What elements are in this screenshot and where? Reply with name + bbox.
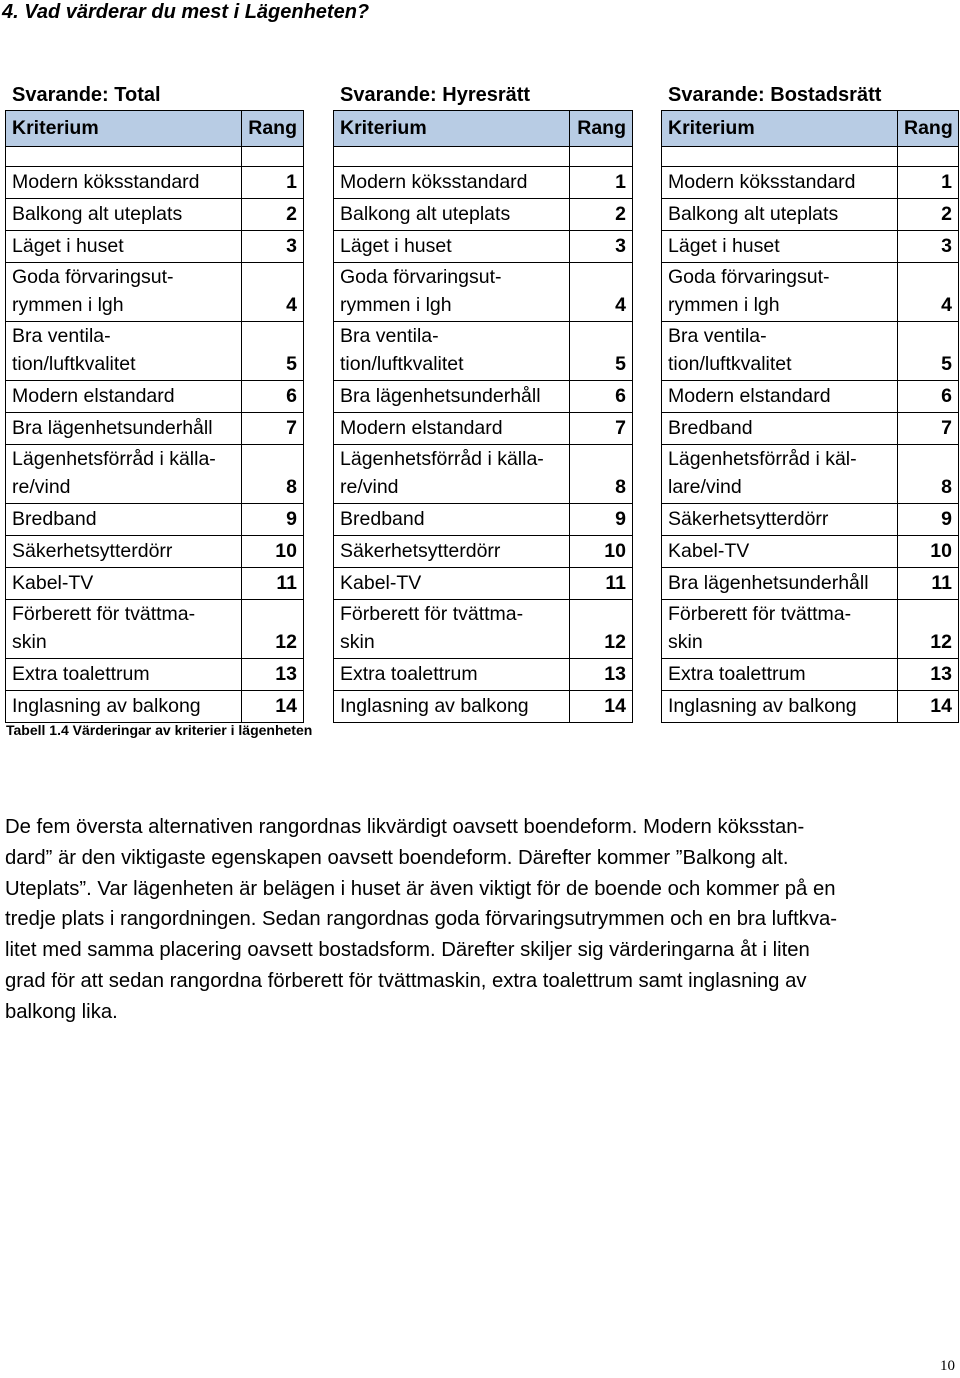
table-row bbox=[334, 445, 633, 504]
rang-cell: 4 bbox=[570, 263, 633, 322]
kriterium-cell: Bra lägenhetsunderhåll bbox=[662, 568, 898, 600]
kriterium-cell: Bra lägenhetsunderhåll bbox=[334, 381, 570, 413]
table-row bbox=[6, 322, 304, 381]
column-header-kriterium: Kriterium bbox=[662, 111, 898, 147]
rang-cell: 4 bbox=[898, 263, 959, 322]
rang-cell: 10 bbox=[570, 536, 633, 568]
rang-cell: 6 bbox=[898, 381, 959, 413]
rang-cell: 12 bbox=[898, 600, 959, 659]
rang-cell: 5 bbox=[898, 322, 959, 381]
table-row bbox=[6, 536, 304, 568]
table-row bbox=[6, 381, 304, 413]
kriterium-cell: Förberett för tvättma- skin bbox=[6, 600, 242, 659]
table-row bbox=[334, 231, 633, 263]
kriterium-cell: Extra toalettrum bbox=[334, 659, 570, 691]
paragraph-line: De fem översta alternativen rangordnas likvärdigt oavsett boendeform. Modern köksstan- bbox=[5, 816, 805, 838]
kriterium-cell: Bredband bbox=[334, 504, 570, 536]
page-number: 10 bbox=[940, 1358, 955, 1374]
column-header-rang: Rang bbox=[242, 111, 304, 147]
column-header-rang: Rang bbox=[898, 111, 959, 147]
kriterium-cell: Balkong alt uteplats bbox=[334, 199, 570, 231]
table-row bbox=[6, 445, 304, 504]
rang-cell: 8 bbox=[242, 445, 304, 504]
kriterium-cell: Modern köksstandard bbox=[662, 167, 898, 199]
ranking-table-total bbox=[5, 110, 304, 723]
rang-cell: 13 bbox=[570, 659, 633, 691]
rang-cell: 2 bbox=[898, 199, 959, 231]
table-row bbox=[334, 263, 633, 322]
rang-cell: 9 bbox=[570, 504, 633, 536]
table-row bbox=[334, 413, 633, 445]
kriterium-cell: Bra ventila- tion/luftkvalitet bbox=[334, 322, 570, 381]
group-title-total: Svarande: Total bbox=[12, 84, 161, 106]
table-row bbox=[662, 600, 959, 659]
paragraph-line: grad för att sedan rangordna förberett för tvättmaskin, extra toalettrum samt inglasning av bbox=[5, 969, 807, 992]
rang-cell: 10 bbox=[242, 536, 304, 568]
rang-cell: 3 bbox=[898, 231, 959, 263]
rang-cell: 7 bbox=[242, 413, 304, 445]
rang-cell: 12 bbox=[570, 600, 633, 659]
kriterium-cell: Modern elstandard bbox=[334, 413, 570, 445]
kriterium-cell: Läget i huset bbox=[6, 231, 242, 263]
rang-cell: 11 bbox=[242, 568, 304, 600]
table-row bbox=[334, 536, 633, 568]
rang-cell: 8 bbox=[898, 445, 959, 504]
rang-cell: 2 bbox=[242, 199, 304, 231]
rang-cell: 7 bbox=[898, 413, 959, 445]
table-row bbox=[662, 568, 959, 600]
kriterium-cell: Inglasning av balkong bbox=[6, 691, 242, 723]
table-row bbox=[6, 413, 304, 445]
table-row bbox=[662, 381, 959, 413]
kriterium-cell: Goda förvaringsut- rymmen i lgh bbox=[6, 263, 242, 322]
column-header-kriterium: Kriterium bbox=[6, 111, 242, 147]
table-row bbox=[334, 568, 633, 600]
group-title-hyresratt: Svarande: Hyresrätt bbox=[340, 84, 531, 106]
kriterium-cell: Bra ventila- tion/luftkvalitet bbox=[6, 322, 242, 381]
rang-cell: 10 bbox=[898, 536, 959, 568]
table-row bbox=[662, 445, 959, 504]
rang-cell: 9 bbox=[898, 504, 959, 536]
kriterium-cell: Modern elstandard bbox=[6, 381, 242, 413]
body-paragraph bbox=[5, 812, 955, 1028]
kriterium-cell: Bra lägenhetsunderhåll bbox=[6, 413, 242, 445]
kriterium-cell: Säkerhetsytterdörr bbox=[6, 536, 242, 568]
paragraph-line: Uteplats”. Var lägenheten är belägen i huset är även viktigt för de boende och kommer på en bbox=[5, 877, 836, 900]
paragraph-line: tredje plats i rangordningen. Sedan rangordnas goda förvaringsutrymmen och en bra luftkva- bbox=[5, 908, 838, 931]
table-row bbox=[662, 536, 959, 568]
kriterium-cell: Bra ventila- tion/luftkvalitet bbox=[662, 322, 898, 381]
kriterium-cell: Kabel-TV bbox=[334, 568, 570, 600]
rang-cell: 3 bbox=[242, 231, 304, 263]
table-row bbox=[662, 691, 959, 723]
table-spacer-row bbox=[6, 147, 304, 167]
paragraph-line: litet med samma placering oavsett bostadsform. Därefter skiljer sig värderingarna åt i liten bbox=[5, 939, 810, 962]
rang-cell: 8 bbox=[570, 445, 633, 504]
table-row bbox=[6, 600, 304, 659]
table-row bbox=[6, 659, 304, 691]
ranking-table-bostadsratt bbox=[661, 110, 959, 723]
kriterium-cell: Balkong alt uteplats bbox=[662, 199, 898, 231]
kriterium-cell: Extra toalettrum bbox=[662, 659, 898, 691]
column-header-rang: Rang bbox=[570, 111, 633, 147]
table-row bbox=[662, 504, 959, 536]
kriterium-cell: Inglasning av balkong bbox=[334, 691, 570, 723]
rang-cell: 5 bbox=[242, 322, 304, 381]
rang-cell: 1 bbox=[570, 167, 633, 199]
table-row bbox=[662, 659, 959, 691]
table-row bbox=[6, 231, 304, 263]
kriterium-cell: Extra toalettrum bbox=[6, 659, 242, 691]
kriterium-cell: Säkerhetsytterdörr bbox=[334, 536, 570, 568]
section-heading: 4. Vad värderar du mest i Lägenheten? bbox=[2, 1, 370, 23]
table-spacer-row bbox=[334, 147, 633, 167]
kriterium-cell: Säkerhetsytterdörr bbox=[662, 504, 898, 536]
rang-cell: 6 bbox=[242, 381, 304, 413]
kriterium-cell: Inglasning av balkong bbox=[662, 691, 898, 723]
kriterium-cell: Modern elstandard bbox=[662, 381, 898, 413]
kriterium-cell: Goda förvaringsut- rymmen i lgh bbox=[662, 263, 898, 322]
kriterium-cell: Kabel-TV bbox=[6, 568, 242, 600]
table-row bbox=[334, 199, 633, 231]
rang-cell: 1 bbox=[242, 167, 304, 199]
table-row bbox=[6, 568, 304, 600]
table-spacer-row bbox=[662, 147, 959, 167]
rang-cell: 13 bbox=[898, 659, 959, 691]
rang-cell: 9 bbox=[242, 504, 304, 536]
table-row bbox=[6, 691, 304, 723]
group-title-bostadsratt: Svarande: Bostadsrätt bbox=[668, 84, 882, 106]
kriterium-cell: Lägenhetsförråd i källa- re/vind bbox=[334, 445, 570, 504]
kriterium-cell: Förberett för tvättma- skin bbox=[662, 600, 898, 659]
kriterium-cell: Bredband bbox=[662, 413, 898, 445]
rang-cell: 3 bbox=[570, 231, 633, 263]
rang-cell: 7 bbox=[570, 413, 633, 445]
table-row bbox=[334, 381, 633, 413]
rang-cell: 12 bbox=[242, 600, 304, 659]
table-row bbox=[6, 263, 304, 322]
kriterium-cell: Kabel-TV bbox=[662, 536, 898, 568]
table-row bbox=[662, 322, 959, 381]
table-row bbox=[334, 322, 633, 381]
rang-cell: 4 bbox=[242, 263, 304, 322]
rang-cell: 5 bbox=[570, 322, 633, 381]
paragraph-line: dard” är den viktigaste egenskapen oavsett boendeform. Därefter kommer ”Balkong alt. bbox=[5, 846, 789, 869]
table-row bbox=[334, 504, 633, 536]
rang-cell: 13 bbox=[242, 659, 304, 691]
kriterium-cell: Lägenhetsförråd i käl- lare/vind bbox=[662, 445, 898, 504]
kriterium-cell: Modern köksstandard bbox=[6, 167, 242, 199]
table-row bbox=[662, 263, 959, 322]
kriterium-cell: Goda förvaringsut- rymmen i lgh bbox=[334, 263, 570, 322]
table-row bbox=[6, 167, 304, 199]
kriterium-cell: Modern köksstandard bbox=[334, 167, 570, 199]
kriterium-cell: Förberett för tvättma- skin bbox=[334, 600, 570, 659]
paragraph-line: balkong lika. bbox=[5, 1000, 118, 1023]
table-row bbox=[334, 600, 633, 659]
table-row bbox=[334, 691, 633, 723]
table-row bbox=[662, 167, 959, 199]
kriterium-cell: Läget i huset bbox=[334, 231, 570, 263]
rang-cell: 14 bbox=[570, 691, 633, 723]
table-row bbox=[334, 659, 633, 691]
rang-cell: 11 bbox=[570, 568, 633, 600]
table-row bbox=[662, 199, 959, 231]
table-row bbox=[662, 413, 959, 445]
kriterium-cell: Balkong alt uteplats bbox=[6, 199, 242, 231]
rang-cell: 2 bbox=[570, 199, 633, 231]
rang-cell: 14 bbox=[242, 691, 304, 723]
kriterium-cell: Läget i huset bbox=[662, 231, 898, 263]
table-row bbox=[662, 231, 959, 263]
kriterium-cell: Bredband bbox=[6, 504, 242, 536]
table-caption: Tabell 1.4 Värderingar av kriterier i lägenheten bbox=[6, 722, 313, 738]
ranking-table-hyresratt bbox=[333, 110, 633, 723]
table-row bbox=[334, 167, 633, 199]
table-row bbox=[6, 199, 304, 231]
rang-cell: 14 bbox=[898, 691, 959, 723]
column-header-kriterium: Kriterium bbox=[334, 111, 570, 147]
kriterium-cell: Lägenhetsförråd i källa- re/vind bbox=[6, 445, 242, 504]
rang-cell: 1 bbox=[898, 167, 959, 199]
rang-cell: 6 bbox=[570, 381, 633, 413]
table-row bbox=[6, 504, 304, 536]
rang-cell: 11 bbox=[898, 568, 959, 600]
